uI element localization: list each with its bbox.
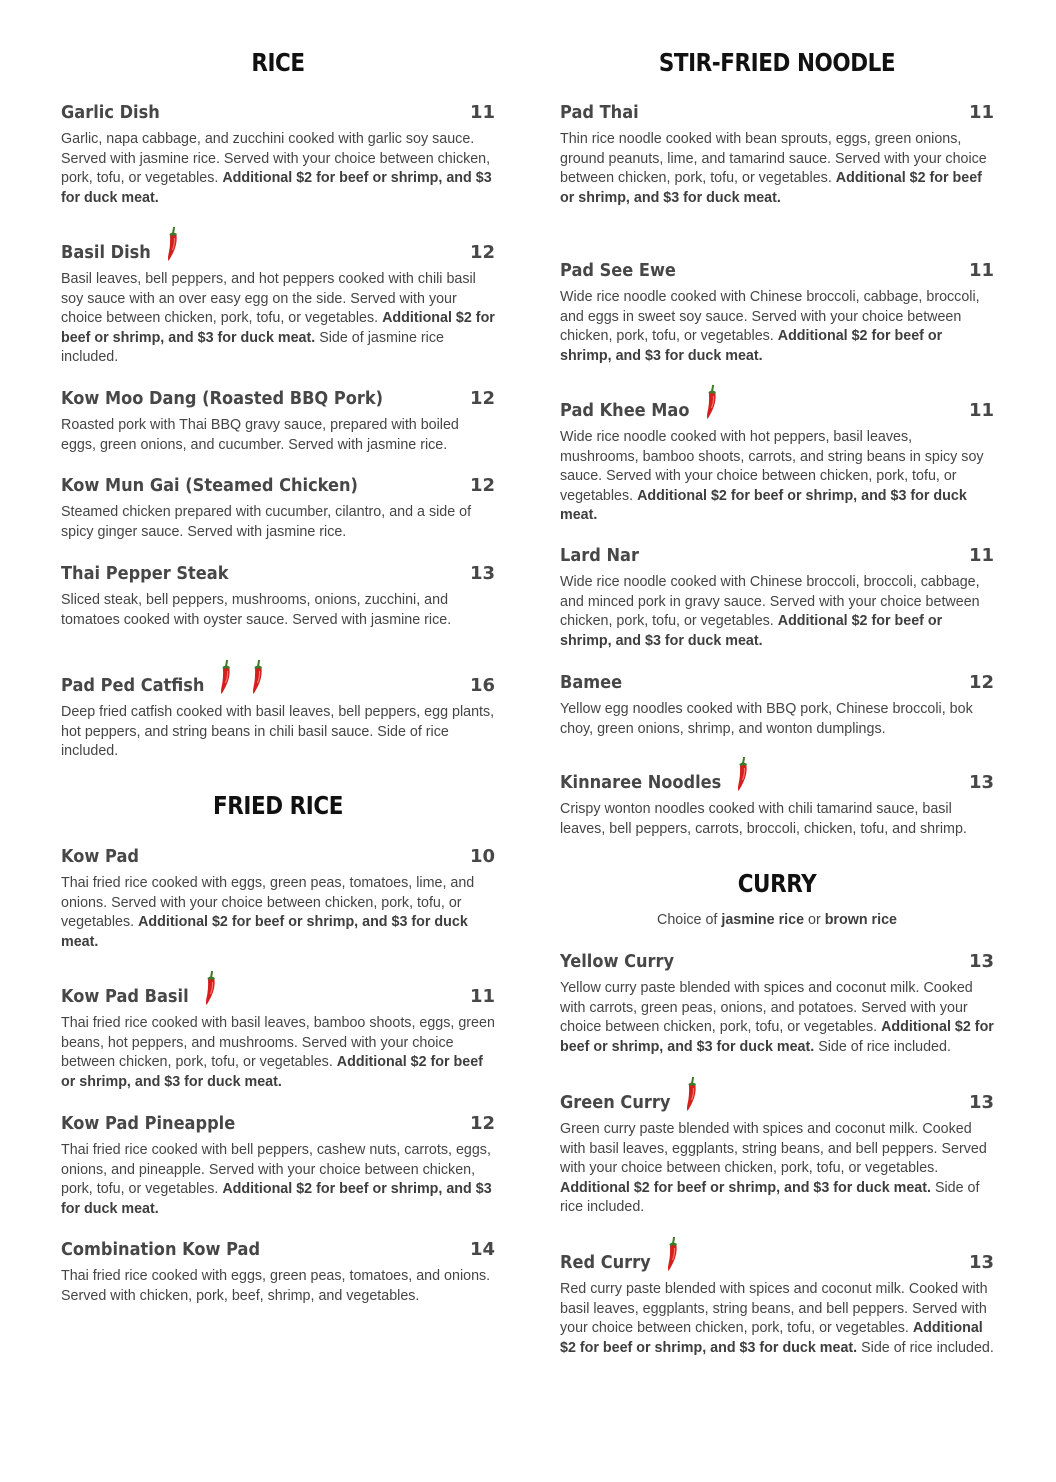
- menu-item-upcharge-note: Additional $2 for beef or shrimp, and $3 for duck meat.: [61, 1054, 483, 1090]
- menu-item-price: 13: [968, 772, 994, 793]
- menu-item-header: [61, 844, 495, 868]
- menu-item-name: Thai Pepper Steak: [61, 563, 229, 584]
- curry-note-or: or: [804, 912, 825, 928]
- menu-item: [61, 386, 495, 455]
- menu-item-name: Pad Khee Mao: [560, 400, 690, 421]
- menu-item: [61, 1111, 495, 1219]
- menu-item-description-text: Green curry paste blended with spices and coconut milk. Cooked with basil leaves, eggplants, string beans, and bell peppers. Served with your choice between chicken, pork, tofu, or vegetables.: [560, 1121, 987, 1177]
- menu-item-upcharge-note: Additional $2 for beef or shrimp, and $3 for duck meat.: [560, 1019, 994, 1055]
- menu-item-upcharge-note: Additional $2 for beef or shrimp, and $3 for duck meat.: [61, 170, 492, 206]
- menu-item-description: [61, 1014, 495, 1092]
- menu-item-description: [560, 979, 994, 1057]
- section-title-fried-rice: FRIED RICE: [213, 791, 343, 820]
- menu-item-header: [61, 100, 495, 124]
- menu-item-header: [560, 1250, 994, 1274]
- menu-item-price: 12: [968, 672, 994, 693]
- menu-item-description: [61, 416, 495, 455]
- menu-item-name: Kow Pad: [61, 846, 139, 867]
- menu-item-price: 11: [469, 986, 495, 1007]
- curry-note-jasmine: jasmine rice: [721, 912, 805, 928]
- menu-item-side-note: Side of rice included.: [857, 1339, 994, 1356]
- menu-item-header: [61, 673, 495, 697]
- menu-item-price: 12: [469, 388, 495, 409]
- menu-item-upcharge-note: Additional $2 for beef or shrimp, and $3 for duck meat.: [560, 1320, 983, 1356]
- menu-item-description-text: Crispy wonton noodles cooked with chili tamarind sauce, basil leaves, bell peppers, carrots, broccoli, chicken, tofu, and shrimp.: [560, 801, 967, 837]
- menu-item: [61, 240, 495, 368]
- menu-item-price: 11: [968, 102, 994, 123]
- menu-item-name: Bamee: [560, 672, 623, 693]
- menu-item: [61, 1237, 495, 1306]
- menu-item-description: [560, 1120, 994, 1218]
- menu-item-header: [560, 770, 994, 794]
- curry-rice-note: [560, 912, 994, 928]
- menu-item-header: [560, 670, 994, 694]
- menu-item-name: Lard Nar: [560, 545, 639, 566]
- menu-item-description-text: Thai fried rice cooked with bell peppers, cashew nuts, carrots, eggs, onions, and pineapple. Served with your choice between chicken, pork, tofu, or vegetables.: [61, 1142, 491, 1198]
- menu-item-description-text: Steamed chicken prepared with cucumber, cilantro, and a side of spicy ginger sauce. Served with jasmine rice.: [61, 504, 472, 540]
- chili-pepper-icon: [165, 226, 181, 262]
- menu-item-name: Basil Dish: [61, 242, 151, 263]
- menu-item-description-text: Wide rice noodle cooked with Chinese broccoli, cabbage, broccoli, and eggs in sweet soy sauce. Served with your choice between chicken, pork, tofu, or vegetables.: [560, 289, 980, 345]
- menu-item-upcharge-note: Additional $2 for beef or shrimp, and $3 for duck meat.: [560, 170, 982, 206]
- menu-item: [560, 100, 994, 208]
- section-title-rice: RICE: [251, 48, 305, 77]
- menu-item-header: [61, 240, 495, 264]
- menu-item-name: Green Curry: [560, 1092, 671, 1113]
- menu-item-name: Yellow Curry: [560, 951, 675, 972]
- menu-item-upcharge-note: Additional $2 for beef or shrimp, and $3 for duck meat.: [560, 1179, 931, 1196]
- menu-item: [560, 543, 994, 651]
- menu-item-upcharge-note: Additional $2 for beef or shrimp, and $3 for duck meat.: [61, 310, 495, 346]
- menu-item-description: [560, 800, 994, 839]
- menu-item-price: 11: [968, 400, 994, 421]
- menu-item-header: [560, 543, 994, 567]
- menu-item-description: [61, 270, 495, 368]
- menu-item-description-text: Sliced steak, bell peppers, mushrooms, onions, zucchini, and tomatoes cooked with oyster sauce. Served with jasmine rice.: [61, 592, 452, 628]
- menu-item-name: Kinnaree Noodles: [560, 772, 722, 793]
- menu-item: [560, 258, 994, 366]
- menu-item-header: [61, 1111, 495, 1135]
- menu-item-name: Kow Pad Basil: [61, 986, 189, 1007]
- menu-item-header: [560, 100, 994, 124]
- menu-item-price: 12: [469, 475, 495, 496]
- menu-item-header: [61, 984, 495, 1008]
- menu-item-description: [61, 1267, 495, 1306]
- section-title-curry: CURRY: [737, 869, 817, 898]
- menu-item-description-text: Yellow curry paste blended with spices and coconut milk. Cooked with carrots, green peas, onions, and potatoes. Served with your choice between chicken, pork, tofu, or vegetables.: [560, 980, 973, 1036]
- menu-item-header: [560, 398, 994, 422]
- menu-item-price: 12: [469, 242, 495, 263]
- menu-item-description: [560, 1280, 994, 1358]
- menu-item: [560, 1090, 994, 1218]
- menu-item-price: 11: [968, 545, 994, 566]
- curry-note-brown: brown rice: [824, 912, 897, 928]
- menu-item-description-text: Wide rice noodle cooked with Chinese broccoli, broccoli, cabbage, and minced pork in gravy sauce. Served with your choice between chicken, pork, tofu, or vegetables.: [560, 574, 980, 630]
- menu-item-description: [61, 874, 495, 952]
- menu-item-name: Kow Pad Pineapple: [61, 1113, 236, 1134]
- menu-item-description: [560, 700, 994, 739]
- chili-pepper-icon: [735, 756, 751, 792]
- chili-pepper-icon: [203, 970, 219, 1006]
- chili-pepper-icon: [684, 1076, 700, 1112]
- menu-item-header: [560, 949, 994, 973]
- menu-item-description-text: Basil leaves, bell peppers, and hot peppers cooked with chili basil soy sauce with an over easy egg on the side. Served with your choice between chicken, pork, tofu, or vegetables.: [61, 271, 476, 327]
- menu-item-name: Pad Thai: [560, 102, 639, 123]
- menu-item-side-note: Side of rice included.: [814, 1038, 951, 1055]
- menu-item-name: Pad See Ewe: [560, 260, 676, 281]
- menu-item-header: [61, 386, 495, 410]
- menu-item-upcharge-note: Additional $2 for beef or shrimp, and $3 for duck meat.: [560, 487, 967, 524]
- menu-item: [560, 949, 994, 1057]
- menu-item-description: [61, 1141, 495, 1219]
- menu-item-description-text: Red curry paste blended with spices and coconut milk. Cooked with basil leaves, eggplants, string beans, and bell peppers. Served with your choice between chicken, pork, tofu, or vegetables.: [560, 1281, 988, 1337]
- menu-item-price: 14: [469, 1239, 495, 1260]
- curry-note-prefix: Choice of: [657, 912, 722, 928]
- menu-item-description: [61, 130, 495, 208]
- menu-item-price: 13: [469, 563, 495, 584]
- menu-item: [560, 398, 994, 526]
- menu-item-price: 10: [469, 846, 495, 867]
- menu-item-side-note: Side of rice included.: [560, 1179, 980, 1216]
- menu-item-name: Pad Ped Catfish: [61, 675, 205, 696]
- menu-item-price: 11: [469, 102, 495, 123]
- menu-item-description-text: Yellow egg noodles cooked with BBQ pork, Chinese broccoli, bok choy, green onions, shrimp, and wonton dumplings.: [560, 701, 973, 737]
- chili-pepper-icon: [250, 659, 266, 695]
- menu-item-description: [61, 503, 495, 542]
- chili-pepper-icon: [704, 384, 720, 420]
- menu-item: [61, 561, 495, 630]
- menu-item-price: 13: [968, 1092, 994, 1113]
- menu-item-description: [61, 591, 495, 630]
- menu-item: [61, 473, 495, 542]
- menu-item-description-text: Wide rice noodle cooked with hot peppers, basil leaves, mushrooms, bamboo shoots, carrots, and string beans in spicy soy sauce. Served with your choice between chicken, pork, tofu, or vegetables.: [560, 429, 984, 504]
- menu-item-name: Kow Moo Dang (Roasted BBQ Pork): [61, 388, 384, 409]
- menu-item: [61, 844, 495, 952]
- menu-item-price: 11: [968, 260, 994, 281]
- menu-item-description: [560, 573, 994, 651]
- menu-item-description-text: Thai fried rice cooked with basil leaves, bamboo shoots, eggs, green beans, hot peppers, and mushrooms. Served with your choice between chicken, pork, tofu, or vegetables.: [61, 1015, 495, 1071]
- menu-item: [61, 984, 495, 1092]
- menu-item-header: [61, 561, 495, 585]
- section-title-stir-fried-noodle: STIR-FRIED NOODLE: [658, 48, 896, 77]
- menu-item-price: 13: [968, 951, 994, 972]
- menu-item-description: [61, 703, 495, 762]
- chili-pepper-icon: [218, 659, 234, 695]
- menu-item-name: Kow Mun Gai (Steamed Chicken): [61, 475, 358, 496]
- menu-item-name: Red Curry: [560, 1252, 651, 1273]
- menu-item-description: [560, 428, 994, 526]
- menu-item: [61, 673, 495, 762]
- menu-item-description: [560, 288, 994, 366]
- menu-item-description: [560, 130, 994, 208]
- menu-item-side-note: Side of jasmine rice included.: [61, 329, 444, 366]
- menu-item-description-text: Thai fried rice cooked with eggs, green peas, tomatoes, lime, and onions. Served with your choice between chicken, pork, tofu, or vegetables.: [61, 875, 475, 931]
- menu-item: [560, 770, 994, 839]
- menu-item-description-text: Thai fried rice cooked with eggs, green peas, tomatoes, and onions. Served with chicken, pork, beef, shrimp, and vegetables.: [61, 1268, 491, 1304]
- menu-item-upcharge-note: Additional $2 for beef or shrimp, and $3 for duck meat.: [61, 1181, 492, 1217]
- menu-item-description-text: Garlic, napa cabbage, and zucchini cooked with garlic soy sauce. Served with jasmine rice. Served with your choice between chicken, pork, tofu, or vegetables.: [61, 131, 491, 187]
- menu-item-price: 12: [469, 1113, 495, 1134]
- menu-item-price: 13: [968, 1252, 994, 1273]
- menu-item-header: [560, 258, 994, 282]
- menu-item-upcharge-note: Additional $2 for beef or shrimp, and $3 for duck meat.: [61, 914, 468, 950]
- menu-item-description-text: Thin rice noodle cooked with bean sprouts, eggs, green onions, ground peanuts, lime, and tamarind sauce. Served with your choice between chicken, pork, tofu, or vegetables.: [560, 131, 987, 187]
- menu-item-name: Garlic Dish: [61, 102, 160, 123]
- menu-item-header: [61, 473, 495, 497]
- menu-item-price: 16: [469, 675, 495, 696]
- menu-item-description-text: Roasted pork with Thai BBQ gravy sauce, prepared with boiled eggs, green onions, and cucumber. Served with jasmine rice.: [61, 417, 459, 453]
- menu-item: [560, 670, 994, 739]
- menu-item: [560, 1250, 994, 1358]
- menu-item: [61, 100, 495, 208]
- menu-item-header: [61, 1237, 495, 1261]
- chili-pepper-icon: [665, 1236, 681, 1272]
- menu-item-name: Combination Kow Pad: [61, 1239, 261, 1260]
- menu-item-header: [560, 1090, 994, 1114]
- menu-item-upcharge-note: Additional $2 for beef or shrimp, and $3 for duck meat.: [560, 328, 943, 364]
- menu-item-description-text: Deep fried catfish cooked with basil leaves, bell peppers, egg plants, hot peppers, and string beans in chili basil sauce. Side of rice included.: [61, 704, 495, 760]
- menu-item-upcharge-note: Additional $2 for beef or shrimp, and $3 for duck meat.: [560, 613, 943, 649]
